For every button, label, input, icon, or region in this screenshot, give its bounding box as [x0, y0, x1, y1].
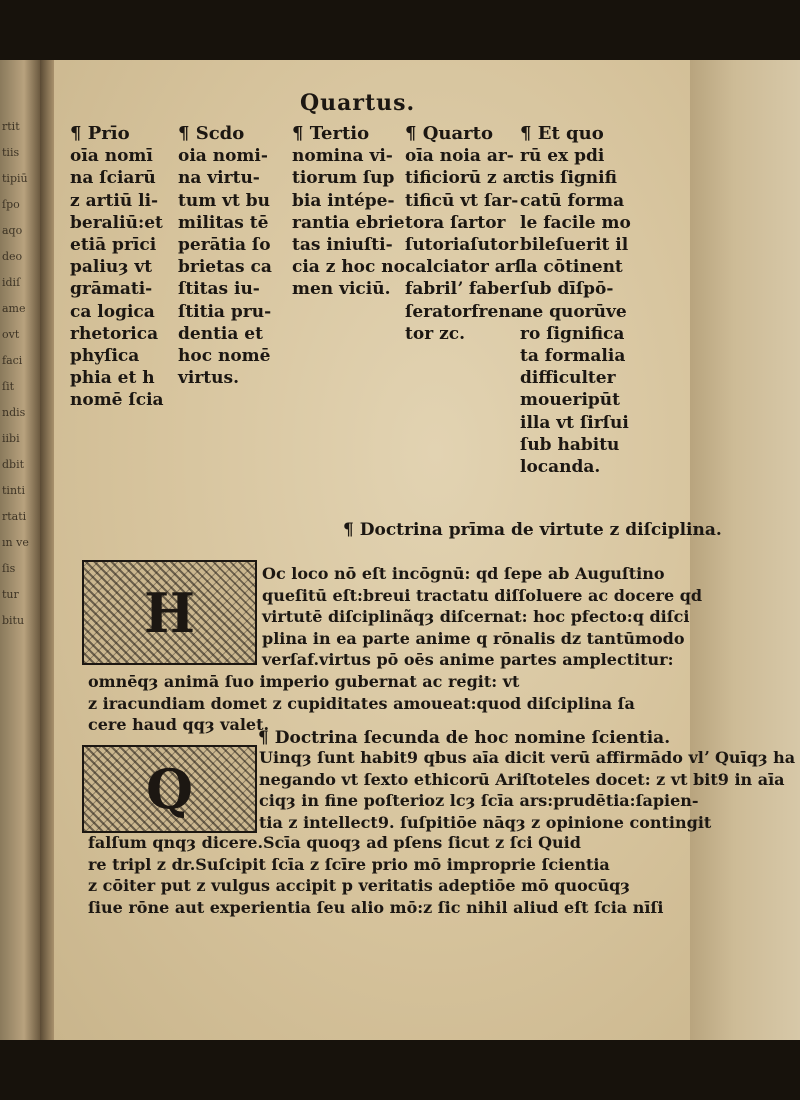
facing-page-fragment: tipiū: [2, 172, 28, 185]
column-line: ¶ Scdo: [178, 123, 245, 144]
column-line: tificū vt ſar-: [405, 190, 519, 211]
column-line: ſtitas iu-: [178, 279, 260, 300]
column-line: ta formalia: [520, 346, 626, 367]
facing-page-fragment: deo: [2, 250, 23, 263]
column-line: paliuȝ vt: [70, 257, 153, 278]
column-line: ro ſignifica: [520, 323, 625, 344]
column-line: ¶ Tertio: [292, 123, 370, 144]
column-line: ſtitia pru-: [178, 301, 272, 322]
column-line: nomina vi-: [292, 146, 393, 167]
column-line: etiā prīci: [70, 235, 157, 256]
column-line: tiorum ſup: [292, 168, 395, 189]
column-line: hoc nomē: [178, 346, 271, 367]
text-line: omnēqȝ animā ſuo imperio gubernat ac regit: vt: [88, 672, 520, 691]
column-line: ſutoriaſutor: [405, 235, 519, 256]
text-line: ciqȝ in fine poſterioz lcȝ ſcīa ars:prudētia:ſapien-: [259, 791, 699, 811]
decorated-initial-q: Q: [145, 757, 194, 821]
column-line: rū ex pdi: [520, 146, 605, 167]
facing-page-fragment: tiis: [2, 146, 20, 159]
column-line: la cōtinent: [520, 257, 623, 278]
column-line: ¶ Prīo: [70, 123, 130, 144]
woodcut-initial-2: [82, 745, 257, 833]
woodcut-initial-1: [82, 560, 257, 665]
text-line: z cōiter put z vulgus accipit p veritatis adeptiōe mō quocūqȝ: [88, 876, 631, 896]
column-line: men viciū.: [292, 279, 391, 300]
text-line: ſiue rōne aut experientia ſeu alio mō:z ſic nihil aliud eſt ſcia nīſi: [88, 897, 664, 917]
column-line: tas iniuſti-: [292, 235, 393, 256]
column-line: phyſica: [70, 346, 140, 367]
column-line: cia z hoc no: [292, 257, 405, 278]
column-line: ¶ Quarto: [405, 123, 493, 144]
column-2: [178, 123, 272, 389]
column-line: rantia ebrie: [292, 212, 405, 233]
column-1: [70, 123, 164, 412]
column-line: dentia et: [178, 323, 263, 344]
facing-page-fragment: ame: [2, 302, 26, 315]
column-line: difficulter: [520, 368, 616, 389]
facing-page-fragment: ſis: [2, 562, 16, 575]
facing-page-fragment: rtit: [2, 120, 20, 133]
bottom-background: [0, 1040, 800, 1100]
column-line: ſub habitu: [520, 434, 620, 455]
facing-page-fragment: tinti: [2, 484, 25, 497]
column-line: tificiorū z ar: [405, 168, 523, 189]
facing-page-fragment: aqo: [2, 224, 23, 237]
facing-page-fragment: ndis: [2, 406, 26, 419]
column-line: ſeratorfrena: [405, 301, 522, 322]
book-gutter: [40, 60, 54, 1040]
column-line: beraliū:et: [70, 212, 163, 233]
column-line: ctis ſignifi: [520, 168, 617, 189]
column-line: oia nomi-: [178, 146, 268, 167]
column-line: militas tē: [178, 212, 269, 233]
column-line: nomē ſcia: [70, 390, 164, 411]
section-title-1: ¶ Doctrina prīma de virtute z diſciplina.: [343, 520, 722, 540]
column-line: calciator arſ: [405, 257, 522, 278]
facing-page-fragment: ſpo: [2, 198, 20, 211]
column-line: illa vt ſirſui: [520, 412, 629, 433]
column-5: [520, 123, 631, 478]
column-line: bileſuerit il: [520, 235, 629, 256]
column-4: [405, 123, 523, 345]
running-head: Quartus.: [300, 90, 416, 116]
page-edge-right: [690, 60, 800, 1040]
paragraph-1-indented: [262, 563, 702, 671]
text-line: queſitū eſt:breui tractatu diſſoluere ac docere qd: [262, 585, 703, 605]
facing-page-fragment: bitu: [2, 614, 25, 627]
text-line: verſaf.virtus pō oēs anime partes amplectitur:: [262, 650, 674, 670]
column-line: ca logica: [70, 301, 155, 322]
column-line: oīa noia ar-: [405, 146, 514, 167]
text-line: tia z intellect9. ſuſpitiōe nāqȝ z opinione contingit: [259, 812, 712, 832]
section-title-2: ¶ Doctrina ſecunda de hoc nomine ſcientia.: [258, 728, 671, 748]
facing-page-fragment: idiſ: [2, 276, 21, 289]
text-line: Oc loco nō eſt incōgnū: qd ſepe ab Auguſtino: [262, 564, 665, 583]
column-line: na ſciarū: [70, 168, 156, 189]
column-line: ſub dīſpō-: [520, 279, 614, 300]
facing-page-fragment: rtati: [2, 510, 27, 523]
column-line: fabrilʼ faber: [405, 279, 519, 300]
text-line: re tripl z dr.Suſcipit ſcīa z ſcīre prio mō improprie ſcientia: [88, 854, 610, 874]
column-line: tora ſartor: [405, 212, 506, 233]
facing-page-fragment: tur: [2, 588, 19, 601]
paragraph-2-indented: [259, 747, 795, 833]
column-line: tum vt bu: [178, 190, 271, 211]
facing-page-fragment: ın ve: [2, 536, 29, 549]
top-background: [0, 0, 800, 60]
paragraph-2-full: [88, 832, 663, 918]
column-line: ¶ Et quo: [520, 123, 604, 144]
text-line: falſum qnqȝ dicere.Scīa quoqȝ ad pſens ſicut z ſci Quid: [88, 833, 581, 852]
column-line: oīa nomī: [70, 146, 153, 167]
column-line: catū forma: [520, 190, 625, 211]
column-line: moueripūt: [520, 390, 621, 411]
column-line: perātia ſo: [178, 235, 271, 256]
facing-page-fragment: faci: [2, 354, 23, 367]
text-line: z iracundiam domet z cupiditates amoueat:quod diſciplina ſa: [88, 693, 635, 713]
text-line: cere haud qqȝ valet.: [88, 715, 270, 735]
facing-page-edge: [0, 60, 40, 1040]
column-3: [292, 123, 405, 301]
column-line: na virtu-: [178, 168, 260, 189]
column-line: locanda.: [520, 457, 601, 478]
column-line: phia et h: [70, 368, 155, 389]
decorated-initial-h: H: [143, 580, 196, 645]
column-line: brietas ca: [178, 257, 272, 278]
facing-page-fragment: ovt: [2, 328, 20, 341]
column-line: ne quorūve: [520, 301, 627, 322]
facing-page-fragment: ſit: [2, 380, 15, 393]
facing-page-fragment: dbit: [2, 458, 25, 471]
text-line: plina in ea parte anime q rōnalis dz tantūmodo: [262, 628, 685, 648]
column-line: grāmati-: [70, 279, 153, 300]
text-line: virtutē diſciplinãqȝ diſcernat: hoc pfecto:q diſci: [262, 607, 690, 627]
column-line: virtus.: [178, 368, 239, 389]
facing-page-fragment: iibi: [2, 432, 20, 445]
paragraph-1-full: [88, 671, 635, 736]
column-line: tor zc.: [405, 323, 465, 344]
text-line: Uinqȝ ſunt habit9 qbus aīa dicit verū affirmādo vlʼ Quīqȝ ha: [259, 748, 796, 767]
column-line: z artiū li-: [70, 190, 159, 211]
column-line: bia intépe-: [292, 190, 395, 211]
text-line: negando vt ſexto ethicorū Ariſtoteles docet: z vt bit9 in aīa: [259, 769, 785, 789]
column-line: le facile mo: [520, 212, 631, 233]
column-line: rhetorica: [70, 323, 159, 344]
